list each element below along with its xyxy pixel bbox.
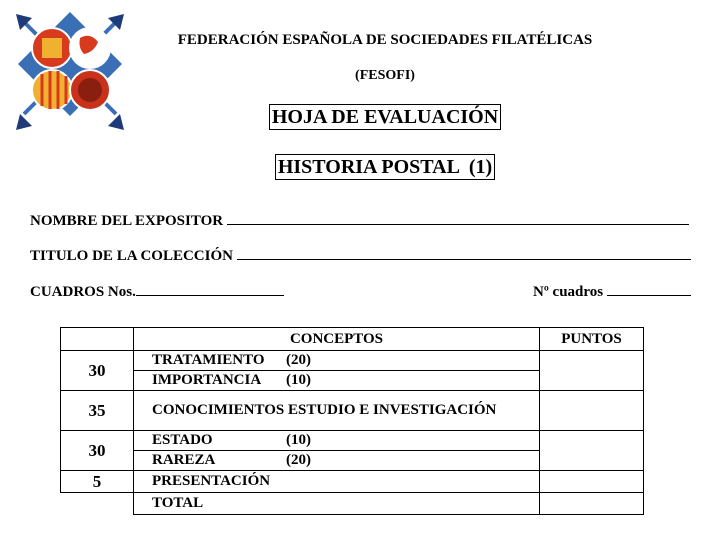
- total-score-cell[interactable]: [540, 493, 644, 515]
- organization-name: FEDERACIÓN ESPAÑOLA DE SOCIEDADES FILATÉLICAS: [177, 32, 593, 48]
- frames-field[interactable]: [30, 281, 284, 301]
- frame-count-field[interactable]: [533, 281, 691, 301]
- exhibitor-field[interactable]: [30, 210, 689, 230]
- frame-count-line[interactable]: [607, 281, 691, 296]
- blank-total-cell: [61, 493, 134, 515]
- collection-label: TITULO DE LA COLECCIÓN: [30, 248, 233, 264]
- concept-item: [134, 351, 539, 371]
- form-title: HOJA DE EVALUACIÓN: [269, 104, 501, 130]
- row-points: 35: [61, 391, 134, 431]
- row-points: 30: [61, 431, 134, 471]
- concept-label: CONOCIMIENTOS ESTUDIO E INVESTIGACIÓN: [134, 391, 540, 431]
- table-row: [134, 431, 540, 471]
- concept-item: [134, 431, 539, 451]
- exhibitor-label: NOMBRE DEL EXPOSITOR: [30, 213, 224, 229]
- blank-header-cell: [61, 328, 134, 351]
- organization-abbreviation: (FESOFI): [355, 68, 415, 83]
- total-label: TOTAL: [134, 493, 540, 515]
- concept-label: RAREZA: [152, 452, 216, 468]
- collection-line[interactable]: [237, 245, 691, 260]
- evaluation-table: [60, 327, 644, 515]
- row-points: 5: [61, 471, 134, 493]
- points-header: PUNTOS: [540, 328, 644, 351]
- concept-value: (20): [286, 452, 311, 468]
- collection-field[interactable]: [30, 245, 691, 265]
- score-cell[interactable]: [540, 351, 644, 391]
- concept-label: TRATAMIENTO: [152, 352, 265, 368]
- form-subtitle: HISTORIA POSTAL (1): [275, 154, 495, 180]
- frame-count-label: Nº cuadros: [533, 284, 604, 300]
- concept-item: [134, 371, 539, 390]
- concept-value: (10): [286, 432, 311, 448]
- concept-label: PRESENTACIÓN: [134, 471, 540, 493]
- concept-value: (20): [286, 352, 311, 368]
- concept-value: (10): [286, 372, 311, 388]
- row-points: 30: [61, 351, 134, 391]
- score-cell[interactable]: [540, 471, 644, 493]
- table-row: [134, 351, 540, 391]
- frames-line[interactable]: [136, 281, 284, 296]
- concepts-header: CONCEPTOS: [134, 328, 540, 351]
- form-subtitle-wrap: [0, 154, 726, 180]
- score-cell[interactable]: [540, 431, 644, 471]
- concept-item: [134, 451, 539, 470]
- concept-label: ESTADO: [152, 432, 213, 448]
- score-cell[interactable]: [540, 391, 644, 431]
- frames-label: CUADROS Nos.: [30, 284, 136, 300]
- form-title-wrap: [0, 104, 726, 130]
- concept-label: IMPORTANCIA: [152, 372, 262, 388]
- exhibitor-line[interactable]: [227, 210, 689, 225]
